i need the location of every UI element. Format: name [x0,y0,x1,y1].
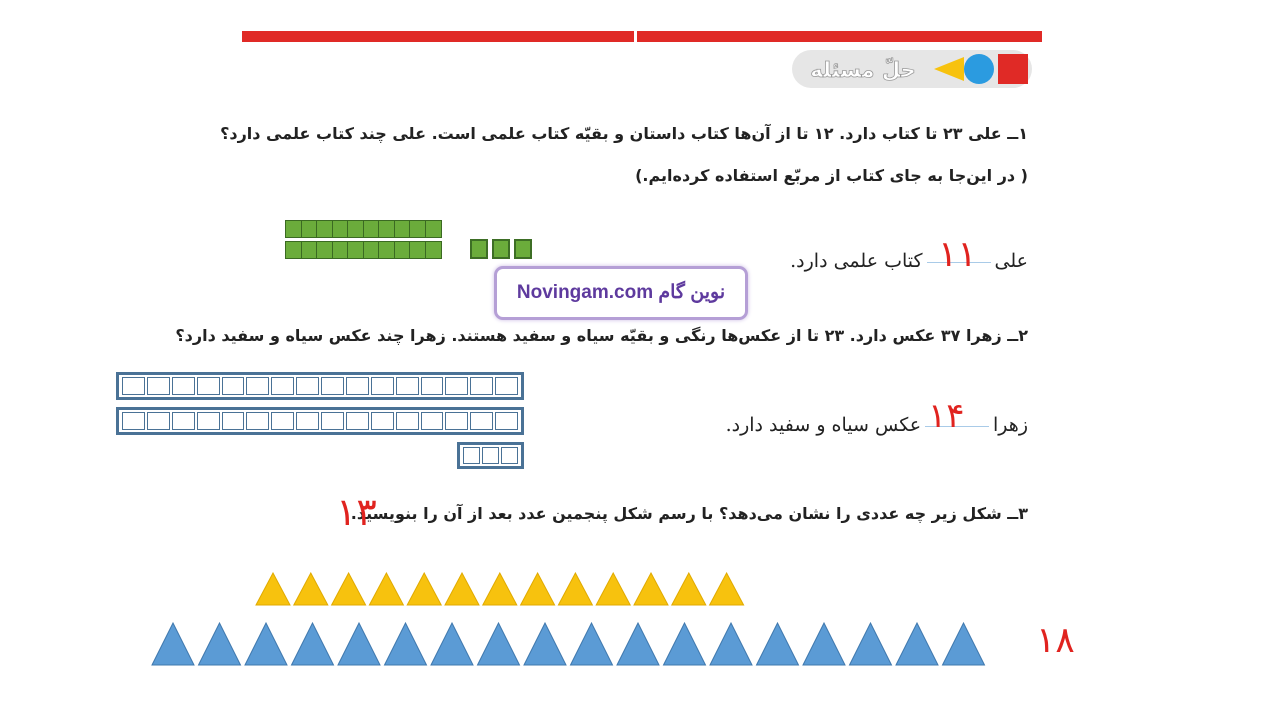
problem1-note: ( در این‌جا به جای کتاب از مربّع استفاده کرده‌ایم.) [635,166,1028,185]
problem1-answer-value: ۱۱ [938,234,977,275]
yellow-triangle-6 [445,573,479,605]
single-square-3 [514,239,532,259]
blue-triangle-4 [292,623,334,665]
yellow-triangle-2 [294,573,328,605]
blue-triangle-12 [664,623,706,665]
blue-box-row-1 [116,372,524,400]
square-icon [998,54,1028,84]
yellow-triangle-4 [369,573,403,605]
blue-triangle-18 [943,623,985,665]
banner-title: حلّ مسئله [810,58,916,82]
yellow-triangle-7 [483,573,517,605]
blue-triangle-11 [617,623,659,665]
yellow-triangle-11 [634,573,668,605]
blue-box-row-3 [457,442,524,469]
yellow-triangle-10 [596,573,630,605]
blue-triangle-10 [571,623,613,665]
yellow-triangle-3 [332,573,366,605]
blue-triangle-7 [431,623,473,665]
header-bar-right [637,31,1042,42]
problem1-answer-line [790,250,1028,272]
blue-triangle-13 [710,623,752,665]
problem1-answer-prefix: علی [994,250,1028,272]
problem2-answer-suffix: عکس سیاه و سفید دارد. [725,414,922,436]
blue-triangle-9 [524,623,566,665]
problem3-second-answer: ۱۸ [1036,620,1075,661]
yellow-triangle-8 [521,573,555,605]
problem2-answer-line [726,414,1028,436]
problem2-answer-prefix: زهرا [993,414,1028,436]
blue-triangle-14 [757,623,799,665]
blue-triangles [150,622,1010,668]
watermark-text: Novingam.com نوین گام [516,282,726,303]
blue-triangle-8 [478,623,520,665]
blue-triangle-16 [850,623,892,665]
problem2-question: ۲ــ زهرا ۳۷ عکس دارد. ۲۳ تا از عکس‌ها رنگی و بقیّه سیاه و سفید هستند. زهرا چند عکس سیاه و سفید دارد؟ [175,326,1028,345]
circle-icon [964,54,994,84]
blue-triangle-2 [199,623,241,665]
ten-row-1 [285,220,440,238]
blue-triangle-3 [245,623,287,665]
blue-triangle-15 [803,623,845,665]
yellow-triangle-13 [710,573,744,605]
yellow-triangle-12 [672,573,706,605]
header-bar-left [242,31,634,42]
problem3-answer-value: ۱۳ [336,490,377,534]
problem1-answer-suffix: کتاب علمی دارد. [790,250,923,272]
ten-row-2 [285,241,440,259]
blue-triangle-5 [338,623,380,665]
yellow-triangles [254,572,754,608]
blue-triangle-17 [896,623,938,665]
single-square-2 [492,239,510,259]
blue-box-row-2 [116,407,524,435]
problem-solving-banner [788,44,1034,92]
blue-triangle-1 [152,623,194,665]
single-square-1 [470,239,488,259]
blue-triangle-6 [385,623,427,665]
novingam-watermark [494,266,748,320]
yellow-triangle-5 [407,573,441,605]
yellow-triangle-1 [256,573,290,605]
problem1-question: ۱ــ علی ۲۳ تا کتاب دارد. ۱۲ تا از آن‌ها کتاب داستان و بقیّه کتاب علمی است. علی چند کتاب علمی دارد؟ [220,124,1028,143]
problem2-answer-value: ۱۴ [928,396,965,436]
problem3-question: ۳ــ شکل زیر چه عددی را نشان می‌دهد؟ با رسم شکل پنجمین عدد بعد از آن را بنویسید. [350,504,1028,523]
yellow-triangle-9 [558,573,592,605]
